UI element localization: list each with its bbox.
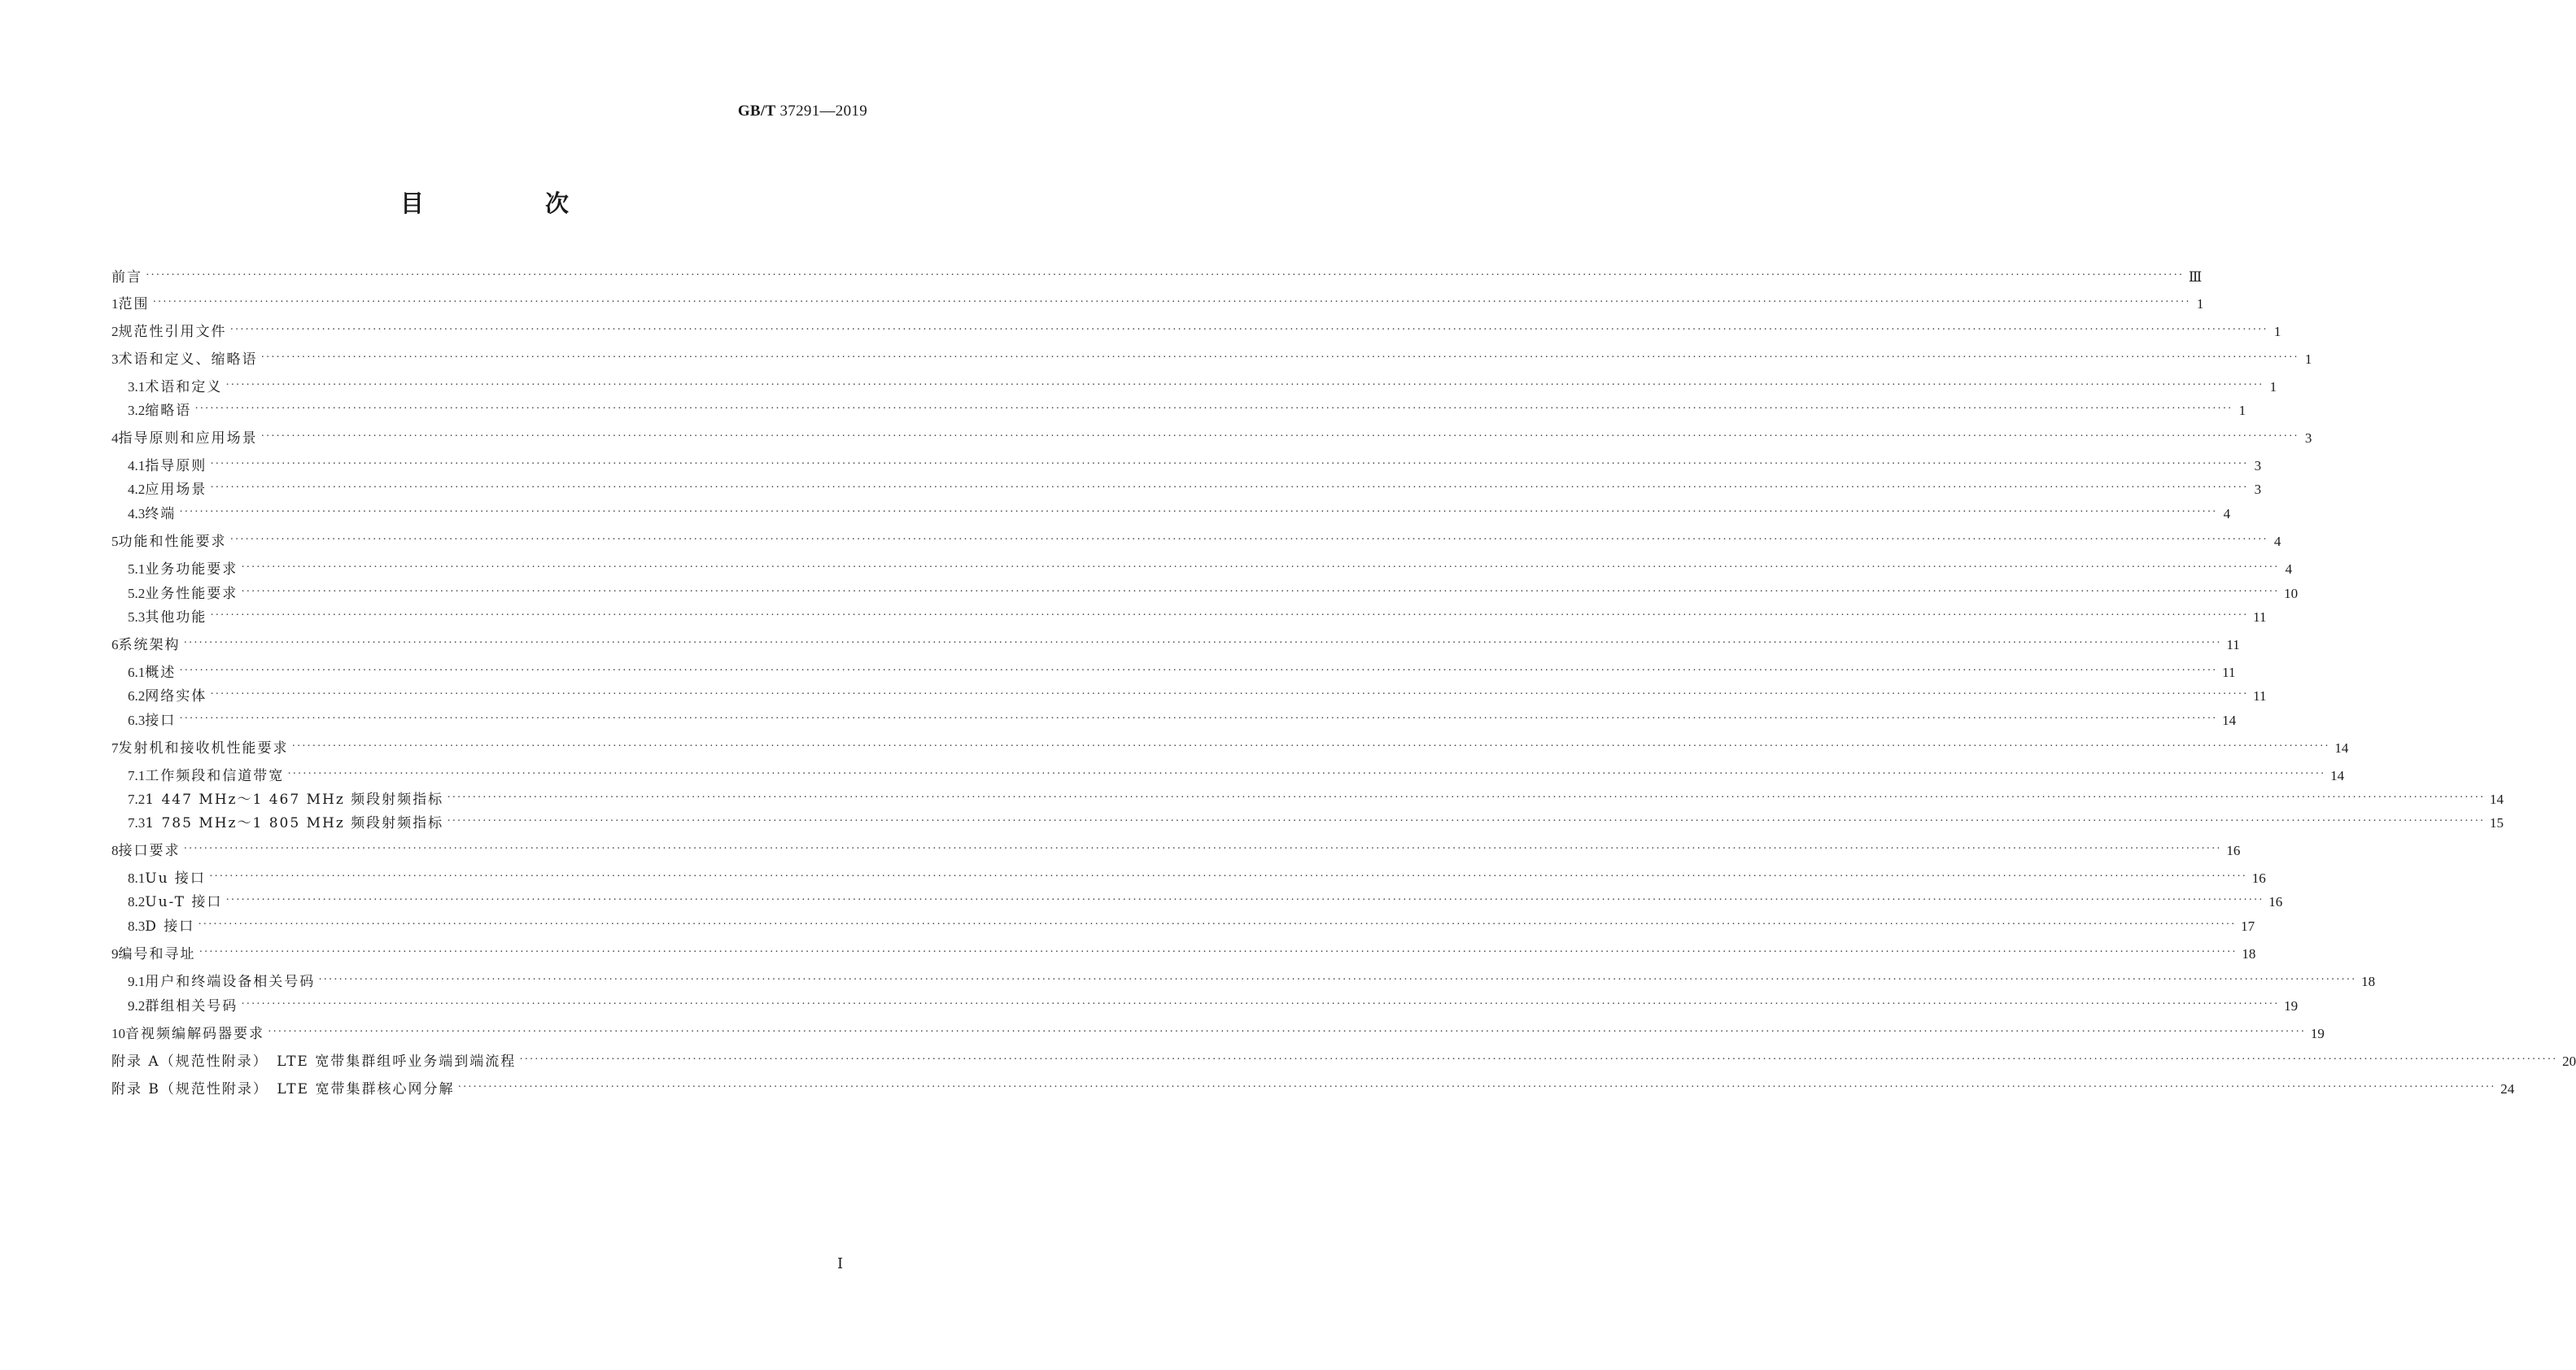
toc-entry[interactable]: [111, 292, 2204, 313]
toc-entry[interactable]: [128, 557, 2293, 578]
toc-leader-dots: ················································································································································································································································································································································································································: [241, 998, 2280, 1010]
toc-leader-dots: ················································································································································································································································································································································································································: [199, 946, 2238, 958]
toc-leader-dots: ················································································································································································································································································································································································································: [260, 351, 2299, 364]
toc-entry-number: 4: [111, 430, 119, 446]
toc-entry-page: 18: [2361, 974, 2376, 989]
toc-entry-number: 5: [111, 534, 119, 549]
toc-entry[interactable]: [111, 1049, 2576, 1071]
toc-entry-number: 3: [111, 351, 119, 367]
toc-entry-label: 术语和定义、缩略语: [118, 351, 258, 368]
toc-entry-label: 指导原则: [145, 458, 207, 474]
toc-entry-number: 8: [111, 843, 119, 858]
toc-entry-page: 15: [2490, 815, 2504, 831]
toc-entry[interactable]: [128, 605, 2267, 626]
toc-leader-dots: ················································································································································································································································································································································································································: [208, 870, 2247, 883]
toc-entry-page: 20: [2562, 1054, 2576, 1069]
toc-entry-number: 7.1: [128, 768, 146, 783]
toc-leader-dots: ················································································································································································································································································································································································································: [210, 482, 2249, 494]
toc-leader-dots: ················································································································································································································································································································································································································: [229, 324, 2268, 336]
toc-entry-label: 1 785 MHz～1 805 MHz 频段射频指标: [145, 815, 444, 831]
toc-entry-label: 应用场景: [145, 482, 207, 498]
toc-entry-number: 9.1: [128, 974, 146, 989]
toc-entry-label: 缩略语: [145, 403, 192, 419]
toc-leader-dots: ················································································································································································································································································································································································································: [457, 1081, 2496, 1093]
toc-leader-dots: ················································································································································································································································································································································································································: [318, 974, 2357, 986]
toc-entry-label: 术语和定义: [145, 379, 223, 395]
toc-entry-label: 1 447 MHz～1 467 MHz 频段射频指标: [145, 792, 444, 808]
toc-entry-page: 1: [2273, 324, 2281, 339]
toc-entry-page: 1: [2238, 403, 2246, 418]
toc-entry-page: 4: [2285, 561, 2293, 577]
toc-leader-dots: ················································································································································································································································································································································································································: [210, 458, 2249, 470]
toc-entry[interactable]: [128, 502, 2231, 523]
toc-entry[interactable]: [128, 661, 2236, 682]
toc-entry-page: 4: [2273, 534, 2281, 549]
toc-entry[interactable]: [128, 914, 2255, 936]
toc-leader-dots: ················································································································································································································································································································································································································: [241, 586, 2280, 598]
toc-entry-number: 6: [111, 637, 119, 652]
toc-entry[interactable]: [111, 1077, 2515, 1098]
toc-entry-page: 11: [2222, 665, 2236, 680]
toc-entry-page: 1: [2269, 379, 2277, 395]
toc-entry[interactable]: [128, 970, 2376, 991]
toc-leader-dots: ················································································································································································································································································································································································································: [179, 713, 2218, 725]
toc-entry-label: 规范性引用文件: [118, 324, 227, 340]
toc-entry-number: 5.1: [128, 561, 146, 577]
toc-entry-page: 3: [2254, 458, 2262, 473]
toc-entry[interactable]: [111, 1022, 2325, 1043]
toc-entry-page: 16: [2251, 870, 2266, 886]
toc-leader-dots: ················································································································································································································································································································································································································: [179, 506, 2218, 518]
toc-entry-label: Uu-T 接口: [145, 894, 223, 910]
toc-entry-number: 2: [111, 324, 119, 339]
toc-entry-label: 群组相关号码: [145, 998, 238, 1014]
toc-entry-number: 7.2: [128, 792, 146, 807]
footer-page-number: Ⅰ: [837, 1255, 844, 1272]
toc-entry-number: 3.1: [128, 379, 146, 395]
toc-entry[interactable]: [111, 426, 2312, 447]
standard-code: 37291—2019: [779, 103, 867, 120]
toc-leader-dots: ················································································································································································································································································································································································································: [179, 665, 2218, 677]
toc-entry-page: 1: [2304, 351, 2312, 367]
toc-entry-page: 11: [2253, 688, 2267, 704]
toc-entry-label: 前言: [111, 269, 142, 286]
toc-entry-page: 10: [2284, 586, 2299, 601]
toc-entry-page: 3: [2254, 482, 2262, 497]
toc-entry-label: 概述: [145, 665, 177, 681]
toc-leader-dots: ················································································································································································································································································································································································································: [229, 534, 2268, 546]
toc-entry[interactable]: [128, 375, 2277, 396]
toc-entry-label: 系统架构: [118, 637, 181, 653]
toc-entry[interactable]: [111, 530, 2281, 551]
toc-entry-label: D 接口: [145, 918, 195, 935]
toc-entry-number: 4.3: [128, 506, 146, 521]
toc-entry-label: 网络实体: [145, 688, 207, 705]
toc-entry-page: 1: [2196, 296, 2204, 312]
toc-entry-page: 19: [2284, 998, 2299, 1014]
toc-entry-number: 8.2: [128, 894, 146, 910]
toc-entry[interactable]: [128, 811, 2504, 832]
toc-entry-number: 4.2: [128, 482, 146, 497]
standard-prefix: GB/T: [737, 103, 776, 120]
toc-entry-label: 业务功能要求: [145, 561, 238, 578]
toc-leader-dots: ················································································································································································································································································································································································································: [146, 269, 2184, 281]
toc-leader-dots: ················································································································································································································································································································································································································: [183, 843, 2222, 855]
toc-entry-label: 音视频编解码器要求: [125, 1026, 264, 1042]
toc-entry-number: 9: [111, 946, 119, 962]
toc-entry-number: 6.2: [128, 688, 146, 704]
toc-entry[interactable]: [128, 684, 2267, 705]
toc-entry-label: 附录 A（规范性附录） LTE 宽带集群组呼业务端到端流程: [111, 1054, 517, 1070]
toc-entry-number: 8.3: [128, 918, 146, 934]
toc-entry[interactable]: [128, 454, 2262, 475]
toc-entry-number: 7: [111, 740, 119, 756]
page-title: 目 次: [399, 190, 618, 217]
toc-entry[interactable]: [111, 942, 2256, 963]
toc-entry[interactable]: [111, 347, 2312, 369]
toc-entry-page: 3: [2304, 430, 2312, 446]
toc-entry-number: 6.1: [128, 665, 146, 680]
toc-entry[interactable]: [128, 478, 2262, 499]
toc-leader-dots: ················································································································································································································································································································································································································: [241, 561, 2280, 574]
toc-entry-number: 8.1: [128, 870, 146, 886]
toc-entry-page: 24: [2500, 1081, 2515, 1097]
toc-leader-dots: ················································································································································································································································································································································································································: [183, 637, 2222, 649]
toc-entry-page: 14: [2490, 792, 2504, 807]
standard-number: [738, 103, 867, 120]
toc-entry[interactable]: [128, 994, 2299, 1015]
toc-entry[interactable]: [128, 709, 2237, 730]
toc-entry-number: 9.2: [128, 998, 146, 1014]
toc-entry-label: 功能和性能要求: [118, 534, 227, 550]
toc-entry-label: 终端: [145, 506, 177, 522]
toc-leader-dots: ················································································································································································································································································································································································································: [194, 403, 2233, 415]
toc-entry-page: 16: [2268, 894, 2283, 910]
toc-entry-page: 14: [2222, 713, 2237, 728]
toc-entry[interactable]: [111, 320, 2281, 341]
toc-entry-number: 10: [111, 1026, 125, 1041]
toc-entry-page: 16: [2226, 843, 2241, 858]
toc-entry[interactable]: [111, 839, 2241, 860]
toc-entry-label: 附录 B（规范性附录） LTE 宽带集群核心网分解: [111, 1081, 455, 1097]
toc-entry-label: 业务性能要求: [145, 586, 238, 602]
toc-entry-page: Ⅲ: [2188, 269, 2203, 285]
toc-entry-page: 14: [2334, 740, 2349, 756]
toc-entry[interactable]: [111, 265, 2203, 286]
toc-leader-dots: ················································································································································································································································································································································································································: [225, 894, 2264, 906]
toc-entry-number: 7.3: [128, 815, 146, 831]
toc-entry[interactable]: [128, 582, 2299, 603]
toc-entry[interactable]: [111, 633, 2240, 654]
toc-entry-number: 1: [111, 296, 119, 312]
toc-entry[interactable]: [128, 866, 2266, 888]
toc-entry-page: 17: [2241, 918, 2255, 934]
toc-entry-label: 工作频段和信道带宽: [145, 768, 285, 784]
toc-leader-dots: ················································································································································································································································································································································································································: [268, 1026, 2306, 1038]
toc-leader-dots: ················································································································································································································································································································································································································: [447, 792, 2486, 804]
toc-leader-dots: ················································································································································································································································································································································································································: [198, 918, 2237, 931]
toc-entry-label: 指导原则和应用场景: [118, 430, 258, 447]
toc-entry-page: 19: [2310, 1026, 2325, 1041]
toc-entry-number: 3.2: [128, 403, 146, 418]
toc-entry-page: 18: [2242, 946, 2256, 962]
toc-entry-page: 4: [2223, 506, 2231, 521]
toc-leader-dots: ················································································································································································································································································································································································································: [291, 740, 2330, 753]
toc-entry-number: 6.3: [128, 713, 146, 728]
toc-leader-dots: ················································································································································································································································································································································································································: [260, 430, 2299, 443]
toc-entry-number: 5.2: [128, 586, 146, 601]
toc-entry[interactable]: [128, 788, 2504, 809]
toc-entry-label: 接口要求: [118, 843, 181, 859]
toc-entry-label: 用户和终端设备相关号码: [145, 974, 316, 990]
toc-entry-label: 编号和寻址: [118, 946, 196, 962]
toc-entry-label: Uu 接口: [145, 870, 206, 887]
toc-entry-number: 4.1: [128, 458, 146, 473]
toc-leader-dots: ················································································································································································································································································································································································································: [287, 768, 2326, 780]
toc-leader-dots: ················································································································································································································································································································································································································: [447, 815, 2486, 827]
toc-leader-dots: ················································································································································································································································································································································································································: [210, 609, 2249, 622]
toc-entry-page: 11: [2253, 609, 2267, 625]
toc-entry-label: 其他功能: [145, 609, 207, 626]
toc-entry-page: 14: [2330, 768, 2345, 783]
toc-entry-number: 5.3: [128, 609, 146, 625]
toc-entry[interactable]: [128, 890, 2283, 911]
toc-leader-dots: ················································································································································································································································································································································································································: [210, 688, 2249, 700]
toc-entry[interactable]: [128, 764, 2345, 785]
toc-leader-dots: ················································································································································································································································································································································································································: [225, 379, 2264, 391]
toc-entry-label: 范围: [118, 296, 150, 312]
toc-leader-dots: ················································································································································································································································································································································································································: [152, 296, 2191, 308]
toc-leader-dots: ················································································································································································································································································································································································································: [519, 1054, 2558, 1066]
toc-entry-page: 11: [2226, 637, 2240, 652]
toc-entry-label: 接口: [145, 713, 177, 729]
toc-entry[interactable]: [128, 399, 2246, 420]
toc-entry[interactable]: [111, 736, 2349, 757]
toc-entry-label: 发射机和接收机性能要求: [118, 740, 289, 757]
